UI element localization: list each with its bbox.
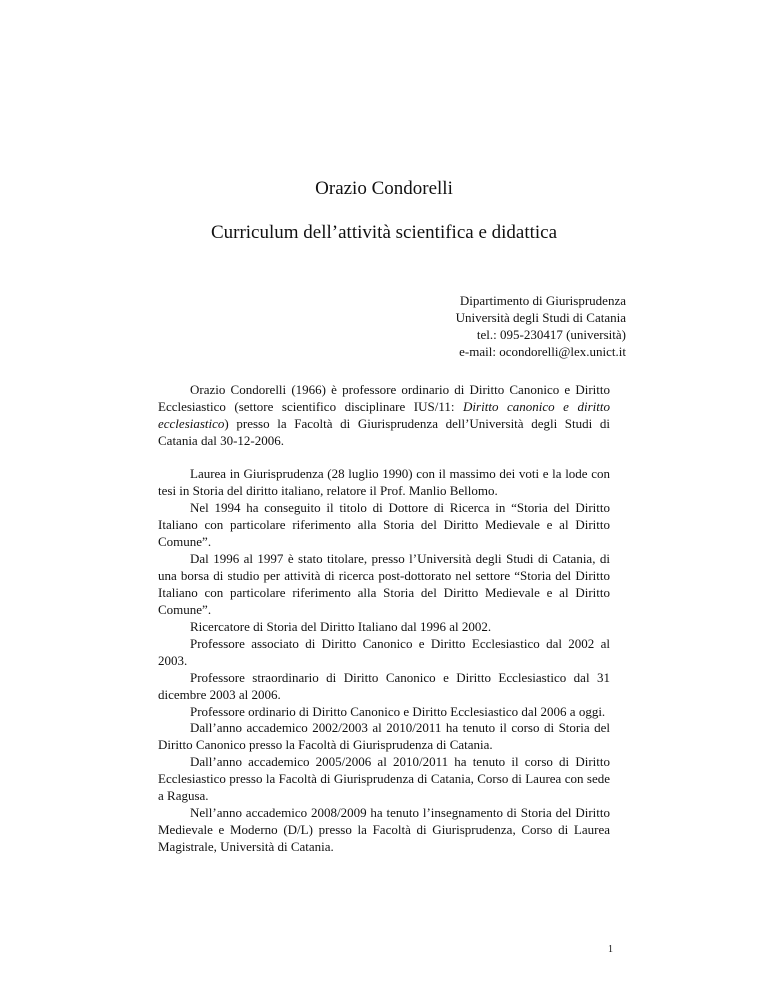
contact-phone: tel.: 095-230417 (università) <box>476 327 626 342</box>
intro-text-before: Orazio Condorelli (1966) è professore ordinario di Diritto Canonico e Diritto Ecclesiastico (settore scientifico disciplinare IUS/11: <box>158 382 610 414</box>
contact-university: Università degli Studi di Catania <box>455 310 626 325</box>
contact-block <box>456 292 626 360</box>
career-paragraph: Nel 1994 ha conseguito il titolo di Dottore di Ricerca in “Storia del Diritto Italiano con particolare riferimento alla Storia del Diritto Medievale e al Diritto Comune”. <box>158 500 610 549</box>
author-name: Orazio Condorelli <box>315 178 453 199</box>
career-paragraph: Professore straordinario di Diritto Canonico e Diritto Ecclesiastico dal 31 dicembre 2003 al 2006. <box>158 670 610 702</box>
intro-text-after: ) presso la Facoltà di Giurisprudenza dell’Università degli Studi di Catania dal 30-12-2006. <box>158 416 610 448</box>
contact-email: e-mail: ocondorelli@lex.unict.it <box>459 344 626 359</box>
document-title: Curriculum dell’attività scientifica e didattica <box>210 222 558 243</box>
teaching-paragraph: Dall’anno accademico 2002/2003 al 2010/2011 ha tenuto il corso di Storia del Diritto Canonico presso la Facoltà di Giurisprudenza di Catania. <box>158 720 610 752</box>
career-paragraph: Laurea in Giurisprudenza (28 luglio 1990) con il massimo dei voti e la lode con tesi in Storia del diritto italiano, relatore il Prof. Manlio Bellomo. <box>158 466 610 498</box>
career-paragraph: Professore ordinario di Diritto Canonico e Diritto Ecclesiastico dal 2006 a oggi. <box>190 704 606 719</box>
career-paragraph: Professore associato di Diritto Canonico e Diritto Ecclesiastico dal 2002 al 2003. <box>158 636 610 668</box>
teaching-paragraph: Dall’anno accademico 2005/2006 al 2010/2011 ha tenuto il corso di Diritto Ecclesiastico presso la Facoltà di Giurisprudenza di Catania, Corso di Laurea con sede a Ragusa. <box>158 754 610 803</box>
teaching-paragraph: Nell’anno accademico 2008/2009 ha tenuto l’insegnamento di Storia del Diritto Medievale e Moderno (D/L) presso la Facoltà di Giurisprudenza, Corso di Laurea Magistrale, Università di Catania. <box>158 805 610 854</box>
intro-text-italic: Diritto canonico e diritto ecclesiastico <box>158 399 610 431</box>
contact-department: Dipartimento di Giurisprudenza <box>459 293 626 308</box>
intro-section <box>158 381 610 449</box>
page-number: 1 <box>608 944 613 955</box>
teaching-section <box>158 719 610 855</box>
career-section <box>158 465 610 720</box>
intro-paragraph <box>158 381 610 449</box>
career-paragraph: Ricercatore di Storia del Diritto Italiano dal 1996 al 2002. <box>190 619 492 634</box>
career-paragraph: Dal 1996 al 1997 è stato titolare, presso l’Università degli Studi di Catania, di una borsa di studio per attività di ricerca post-dottorato nel settore “Storia del Diritto Italiano con particolare riferimento alla Storia del Diritto Medievale e al Diritto Comune”. <box>158 551 610 617</box>
